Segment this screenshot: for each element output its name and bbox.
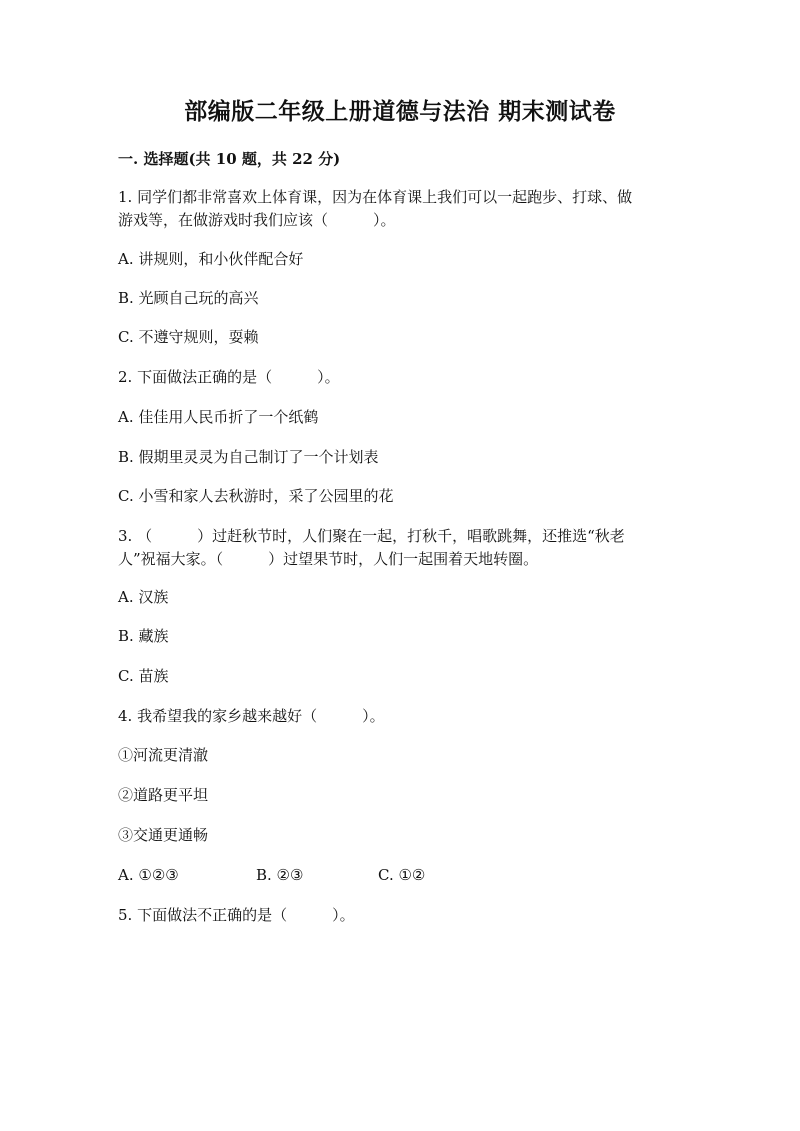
question-1-line-2: 游戏等，在做游戏时我们应该（ ）。 bbox=[118, 211, 396, 229]
question-3-line-2: 人”祝福大家。（ ）过望果节时，人们一起围着天地转圈。 bbox=[118, 550, 539, 568]
question-1-line-1: 1. 同学们都非常喜欢上体育课，因为在体育课上我们可以一起跑步、打球、做 bbox=[118, 188, 633, 206]
question-3-option-a: A. 汉族 bbox=[118, 588, 169, 606]
question-3-option-c: C. 苗族 bbox=[118, 667, 169, 685]
question-4-option-b: B. ②③ bbox=[256, 866, 304, 884]
question-4-option-c: C. ①② bbox=[378, 866, 426, 884]
question-1-option-a: A. 讲规则，和小伙伴配合好 bbox=[118, 250, 304, 268]
question-2-option-c: C. 小雪和家人去秋游时，采了公园里的花 bbox=[118, 487, 394, 505]
question-4-statement-2: ②道路更平坦 bbox=[118, 786, 209, 804]
page-title: 部编版二年级上册道德与法治 期末测试卷 bbox=[184, 98, 616, 125]
question-2-option-b: B. 假期里灵灵为自己制订了一个计划表 bbox=[118, 448, 379, 466]
question-5-line-1: 5. 下面做法不正确的是（ ）。 bbox=[118, 906, 355, 924]
question-4-statement-3: ③交通更通畅 bbox=[118, 826, 209, 844]
section-heading: 一. 选择题(共 10 题，共 22 分) bbox=[118, 150, 341, 168]
question-2-line-1: 2. 下面做法正确的是（ ）。 bbox=[118, 368, 340, 386]
question-4-option-a: A. ①②③ bbox=[118, 866, 179, 884]
question-1-option-b: B. 光顾自己玩的高兴 bbox=[118, 289, 259, 307]
question-3-option-b: B. 藏族 bbox=[118, 627, 169, 645]
question-2-option-a: A. 佳佳用人民币折了一个纸鹤 bbox=[118, 408, 319, 426]
question-4-line-1: 4. 我希望我的家乡越来越好（ ）。 bbox=[118, 707, 385, 725]
question-1-option-c: C. 不遵守规则，耍赖 bbox=[118, 328, 259, 346]
question-4-statement-1: ①河流更清澈 bbox=[118, 746, 209, 764]
question-3-line-1: 3. （ ）过赶秋节时，人们聚在一起，打秋千，唱歌跳舞，还推选“秋老 bbox=[118, 527, 625, 545]
